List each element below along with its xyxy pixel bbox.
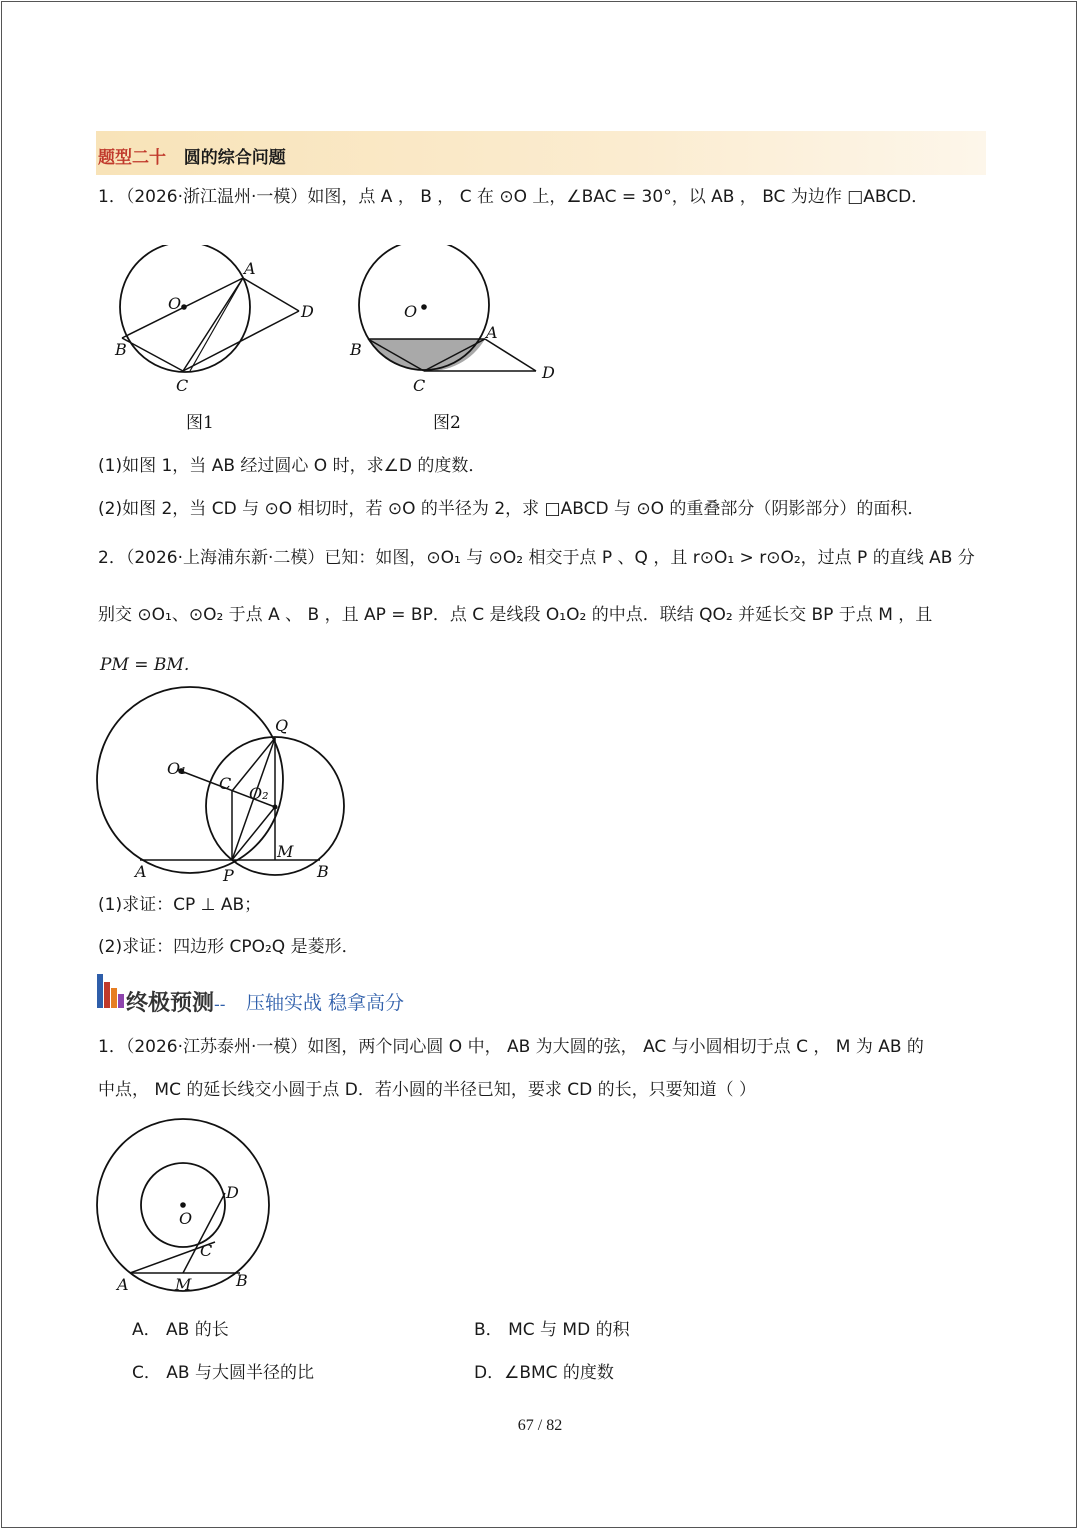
- fig1-label-o: O: [168, 294, 182, 313]
- section-label: 题型二十: [98, 148, 166, 168]
- fig1-label-d: D: [301, 302, 314, 321]
- fig2-caption: 图2: [433, 413, 461, 433]
- p1-center-dot: [180, 1202, 186, 1208]
- p1-label-m: M: [175, 1275, 192, 1294]
- q2-subquestion-2: (2)求证：四边形 CPO₂Q 是菱形．: [98, 937, 359, 957]
- q2-segment-o2p: [232, 807, 275, 860]
- fig2-label-o: O: [404, 302, 418, 321]
- q2-circle-o1: [97, 687, 283, 873]
- p1-stem-line-2: 中点， MC 的延长线交小圆于点 D．若小圆的半径已知，要求 CD 的长，只要知道（ ）: [98, 1080, 757, 1100]
- prediction-title: 终极预测--: [126, 991, 226, 1016]
- q2-dot-o2: [273, 805, 278, 810]
- q1-figures: [100, 245, 580, 445]
- fig2-center-dot: [421, 304, 427, 310]
- fig1-label-c: C: [176, 376, 189, 395]
- q2-stem-line-1: 2．（2026·上海浦东新·二模）已知：如图，⊙O₁ 与 ⊙O₂ 相交于点 P 、Q ，且 r⊙O₁ > r⊙O₂，过点 P 的直线 AB 分: [98, 548, 975, 568]
- fig1-segment-cd: [183, 311, 299, 371]
- section-title: [98, 143, 286, 168]
- p1-figure: [95, 1118, 275, 1298]
- fig2-shaded-region: [368, 339, 485, 371]
- books-logo-icon: [96, 970, 126, 1010]
- prediction-subtitle: 压轴实战 稳拿高分: [246, 992, 405, 1014]
- q1-figure-1: [114, 245, 314, 433]
- q2-label-a: A: [135, 862, 147, 881]
- p1-option-d: D．∠BMC 的度数: [474, 1363, 614, 1383]
- fig2-segment-ad: [485, 339, 536, 371]
- fig1-segment-bc: [122, 338, 183, 371]
- q1-figure-2: [349, 245, 555, 433]
- q2-label-b: B: [317, 862, 329, 881]
- fig1-label-a: A: [244, 259, 256, 278]
- p1-segment-md: [183, 1193, 225, 1273]
- fig2-label-c: C: [413, 376, 426, 395]
- p1-label-a: A: [117, 1275, 129, 1294]
- section-name: 圆的综合问题: [183, 148, 286, 168]
- q1-subquestion-1: (1)如图 1，当 AB 经过圆心 O 时，求∠D 的度数．: [98, 456, 486, 476]
- q2-label-c: C: [219, 774, 232, 793]
- p1-option-c: C． AB 与大圆半径的比: [132, 1363, 314, 1383]
- q2-label-o1: O₁: [167, 759, 187, 778]
- prediction-header: [96, 966, 596, 1018]
- p1-label-b: B: [236, 1271, 248, 1290]
- q2-label-m: M: [277, 842, 294, 861]
- q2-label-p: P: [223, 866, 234, 885]
- fig2-label-d: D: [542, 363, 555, 382]
- q2-stem-line-3: PM = BM．: [100, 655, 201, 675]
- fig2-label-b: B: [350, 340, 362, 359]
- fig1-segment-ad: [243, 278, 299, 311]
- fig1-label-b: B: [115, 340, 127, 359]
- fig1-caption: 图1: [186, 413, 214, 433]
- page-number: 67 / 82: [517, 1417, 563, 1434]
- p1-option-a: A． AB 的长: [132, 1320, 229, 1340]
- q2-stem-line-2: 别交 ⊙O₁、⊙O₂ 于点 A 、 B ，且 AP = BP．点 C 是线段 O₁O₂ 的中点．联结 QO₂ 并延长交 BP 于点 M ，且: [98, 605, 933, 625]
- q2-subquestion-1: (1)求证：CP ⊥ AB；: [98, 895, 262, 915]
- fig1-segment-ac: [183, 278, 243, 371]
- q2-label-o2: O₂: [249, 784, 269, 803]
- p1-label-c: C: [200, 1241, 213, 1260]
- p1-stem-line-1: 1．（2026·江苏泰州·一模）如图，两个同心圆 O 中， AB 为大圆的弦， AC 与小圆相切于点 C ， M 为 AB 的: [98, 1037, 924, 1057]
- q1-stem: 1．（2026·浙江温州·一模）如图，点 A ， B ， C 在 ⊙O 上，∠BAC = 30°，以 AB ， BC 为边作 □ABCD．: [98, 187, 929, 207]
- p1-label-o: O: [179, 1209, 193, 1228]
- q1-subquestion-2: (2)如图 2，当 CD 与 ⊙O 相切时，若 ⊙O 的半径为 2，求 □ABCD 与 ⊙O 的重叠部分（阴影部分）的面积．: [98, 499, 925, 519]
- fig1-center-dot: [181, 304, 187, 310]
- p1-label-d: D: [226, 1183, 239, 1202]
- fig2-label-a: A: [486, 323, 498, 342]
- q2-label-q: Q: [275, 716, 289, 735]
- p1-option-b: B． MC 与 MD 的积: [474, 1320, 630, 1340]
- q2-figure: [95, 685, 355, 885]
